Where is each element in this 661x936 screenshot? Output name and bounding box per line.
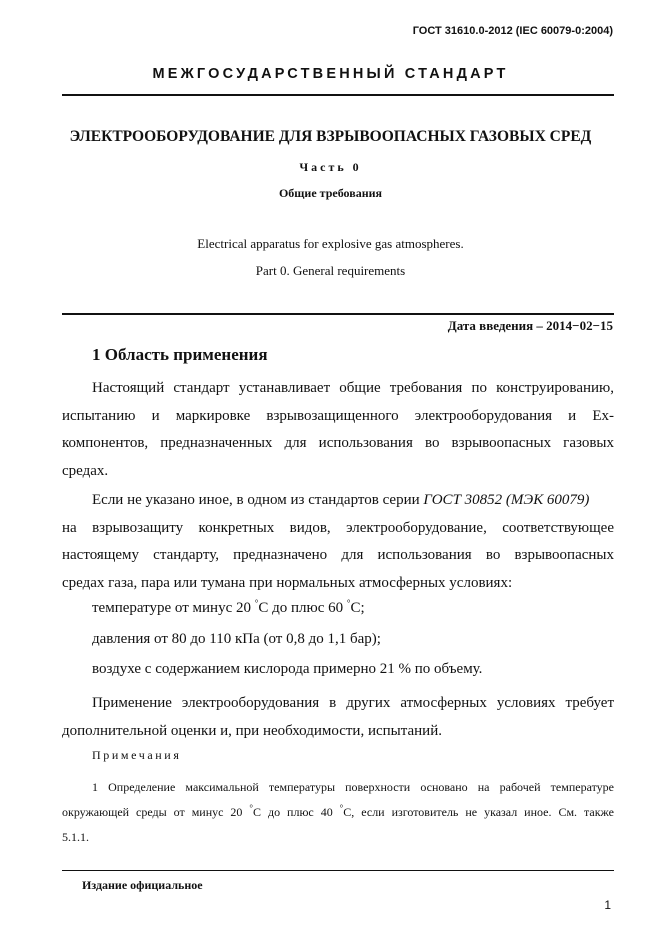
condition-text: С до плюс 60: [258, 600, 347, 616]
standard-type-heading: МЕЖГОСУДАРСТВЕННЫЙ СТАНДАРТ: [152, 66, 509, 82]
paragraph-other-conditions: [62, 690, 614, 745]
english-title: Electrical apparatus for explosive gas atmospheres.: [197, 236, 464, 251]
note-1: [62, 775, 614, 850]
document-title: ЭЛЕКТРООБОРУДОВАНИЕ ДЛЯ ВЗРЫВООПАСНЫХ ГАЗОВЫХ СРЕД: [69, 128, 592, 145]
paragraph-line: компонентов, предназначенных для использования во взрывоопасных газовых: [62, 435, 614, 451]
note-line: 5.1.1.: [62, 830, 89, 844]
paragraph-line: дополнительной оценки и, при необходимости, испытаний.: [62, 722, 442, 739]
page-number: 1: [604, 898, 611, 912]
standard-reference: ГОСТ 30852 (МЭК 60079): [423, 492, 590, 508]
footer-divider: [62, 870, 614, 871]
degree-sign: °: [249, 803, 254, 813]
condition-text: С;: [350, 600, 365, 616]
part-label: Часть 0: [299, 160, 362, 174]
notes-heading: Примечания: [92, 748, 182, 762]
condition-pressure: давления от 80 до 110 кПа (от 0,8 до 1,1 бар);: [92, 631, 381, 647]
degree-sign: °: [339, 803, 344, 813]
note-text: окружающей среды от минус 20: [62, 805, 250, 819]
paragraph-line: Применение электрооборудования в других атмосферных условиях требует: [92, 695, 614, 711]
paragraph-line: Настоящий стандарт устанавливает общие требования по конструированию,: [92, 380, 614, 396]
note-text: С до плюс 40: [253, 805, 340, 819]
official-edition-label: Издание официальное: [82, 878, 203, 892]
section-heading: 1 Область применения: [92, 345, 268, 364]
note-text: С, если изготовитель не указал иное. См. также: [343, 805, 615, 819]
degree-sign: °: [254, 598, 259, 608]
condition-oxygen: воздухе с содержанием кислорода примерно 21 % по объему.: [92, 661, 483, 677]
paragraph-line: [62, 487, 614, 515]
introduction-date: Дата введения – 2014−02−15: [447, 318, 613, 333]
paragraph-line: настоящему стандарту, предназначено для использования во взрывоопасных: [62, 547, 614, 563]
paragraph-line: испытанию и маркировке взрывозащищенного электрооборудования и Ex-: [62, 407, 614, 424]
paragraph-text: Если не указано иное, в одном из стандартов серии: [92, 492, 424, 508]
english-part-title: Part 0. General requirements: [255, 263, 406, 278]
paragraph-conditions: [62, 487, 614, 597]
condition-text: температуре от минус 20: [92, 600, 255, 616]
title-divider: [62, 313, 614, 315]
paragraph-line: средах газа, пара или тумана при нормальных атмосферных условиях:: [62, 574, 513, 591]
header-divider: [62, 94, 614, 96]
note-line: 1 Определение максимальной температуры поверхности основано на рабочей температуре: [92, 780, 614, 794]
document-subtitle: Общие требования: [278, 186, 383, 200]
note-line: [62, 800, 614, 825]
paragraph-line: на взрывозащиту конкретных видов, электрооборудование, соответствующее: [62, 519, 614, 536]
degree-sign: °: [346, 598, 351, 608]
paragraph-line: средах.: [62, 462, 109, 479]
document-code: ГОСТ 31610.0-2012 (IEC 60079-0:2004): [412, 25, 613, 37]
paragraph-scope: [62, 375, 614, 485]
condition-temperature: [92, 600, 365, 617]
